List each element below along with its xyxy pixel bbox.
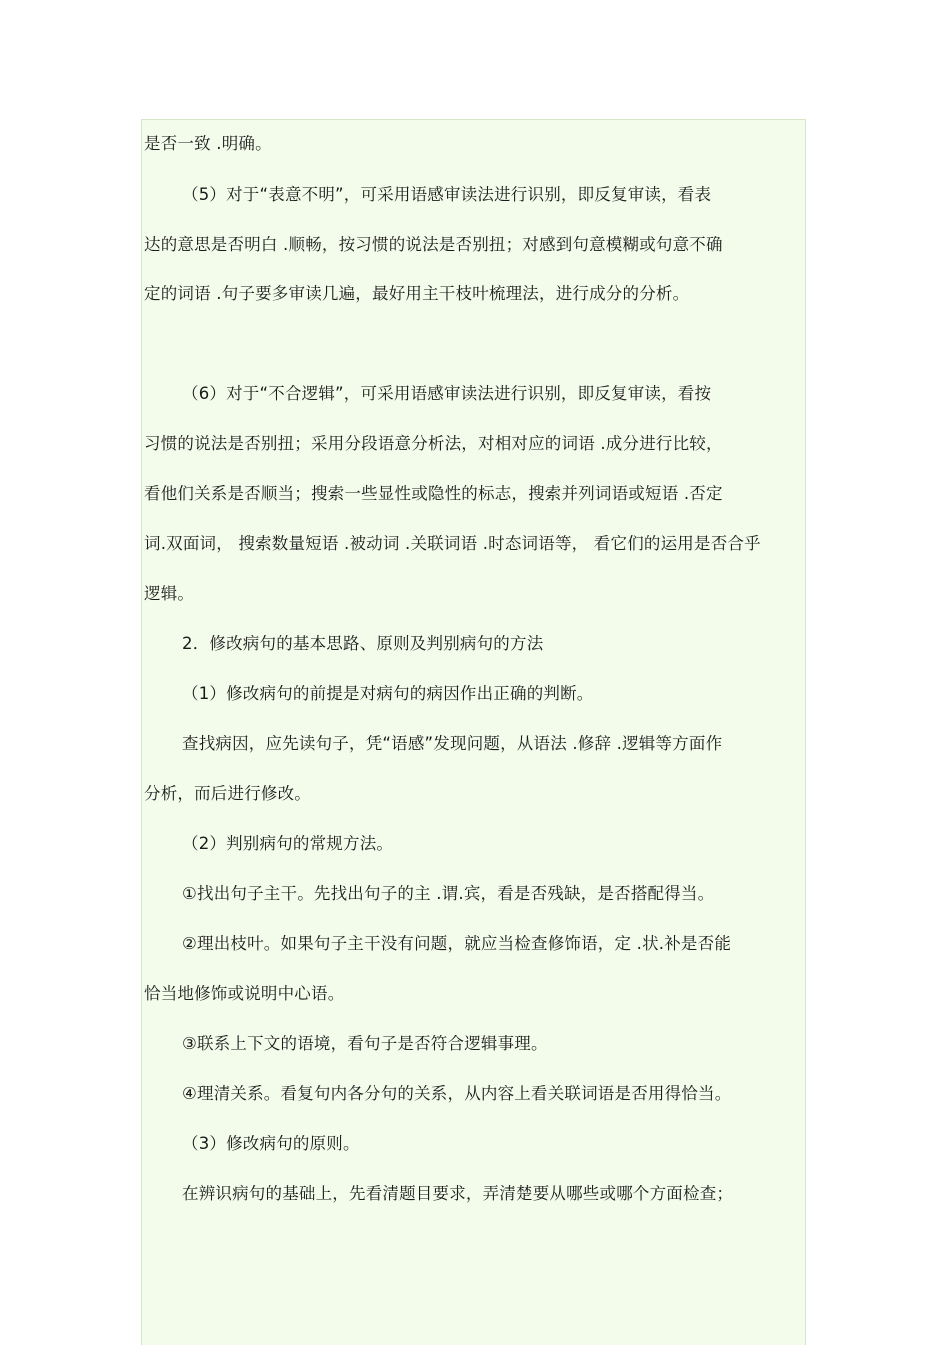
- text-line: 在辨识病句的基础上，先看清题目要求，弄清楚要从哪些或哪个方面检查；: [182, 1184, 734, 1203]
- section-heading: 2．修改病句的基本思路、原则及判别病句的方法: [182, 634, 544, 653]
- text-line: 看他们关系是否顺当；搜索一些显性或隐性的标志，搜索并列词语或短语 .否定: [144, 484, 723, 503]
- text-line: 分析，而后进行修改。: [144, 784, 311, 803]
- text-line: 词.双面词， 搜索数量短语 .被动词 .关联词语 .时态词语等， 看它们的运用是否合乎: [144, 534, 761, 553]
- text-line: 查找病因，应先读句子，凭“语感”发现问题，从语法 .修辞 .逻辑等方面作: [182, 734, 723, 753]
- text-line: ①找出句子主干。先找出句子的主 .谓.宾，看是否残缺，是否搭配得当。: [182, 884, 715, 903]
- text-line: 习惯的说法是否别扭；采用分段语意分析法，对相对应的词语 .成分进行比较，: [144, 434, 723, 453]
- text-line: （1）修改病句的前提是对病句的病因作出正确的判断。: [182, 684, 594, 703]
- text-line: （3）修改病句的原则。: [182, 1134, 360, 1153]
- text-line: 恰当地修饰或说明中心语。: [144, 984, 345, 1003]
- text-line: 是否一致 .明确。: [144, 134, 272, 153]
- text-line: ③联系上下文的语境，看句子是否符合逻辑事理。: [182, 1034, 548, 1053]
- text-line: （2）判别病句的常规方法。: [182, 834, 394, 853]
- text-line: 定的词语 .句子要多审读几遍，最好用主干枝叶梳理法，进行成分的分析。: [144, 284, 690, 303]
- text-line: 达的意思是否明白 .顺畅，按习惯的说法是否别扭；对感到句意模糊或句意不确: [144, 235, 723, 254]
- text-line: （5）对于“表意不明”，可采用语感审读法进行识别，即反复审读，看表: [182, 185, 712, 204]
- text-line: （6）对于“不合逻辑”，可采用语感审读法进行识别，即反复审读，看按: [182, 384, 712, 403]
- text-line: ②理出枝叶。如果句子主干没有问题，就应当检查修饰语，定 .状.补是否能: [182, 934, 732, 953]
- text-line: ④理清关系。看复句内各分句的关系，从内容上看关联词语是否用得恰当。: [182, 1084, 732, 1103]
- text-line: 逻辑。: [144, 584, 195, 603]
